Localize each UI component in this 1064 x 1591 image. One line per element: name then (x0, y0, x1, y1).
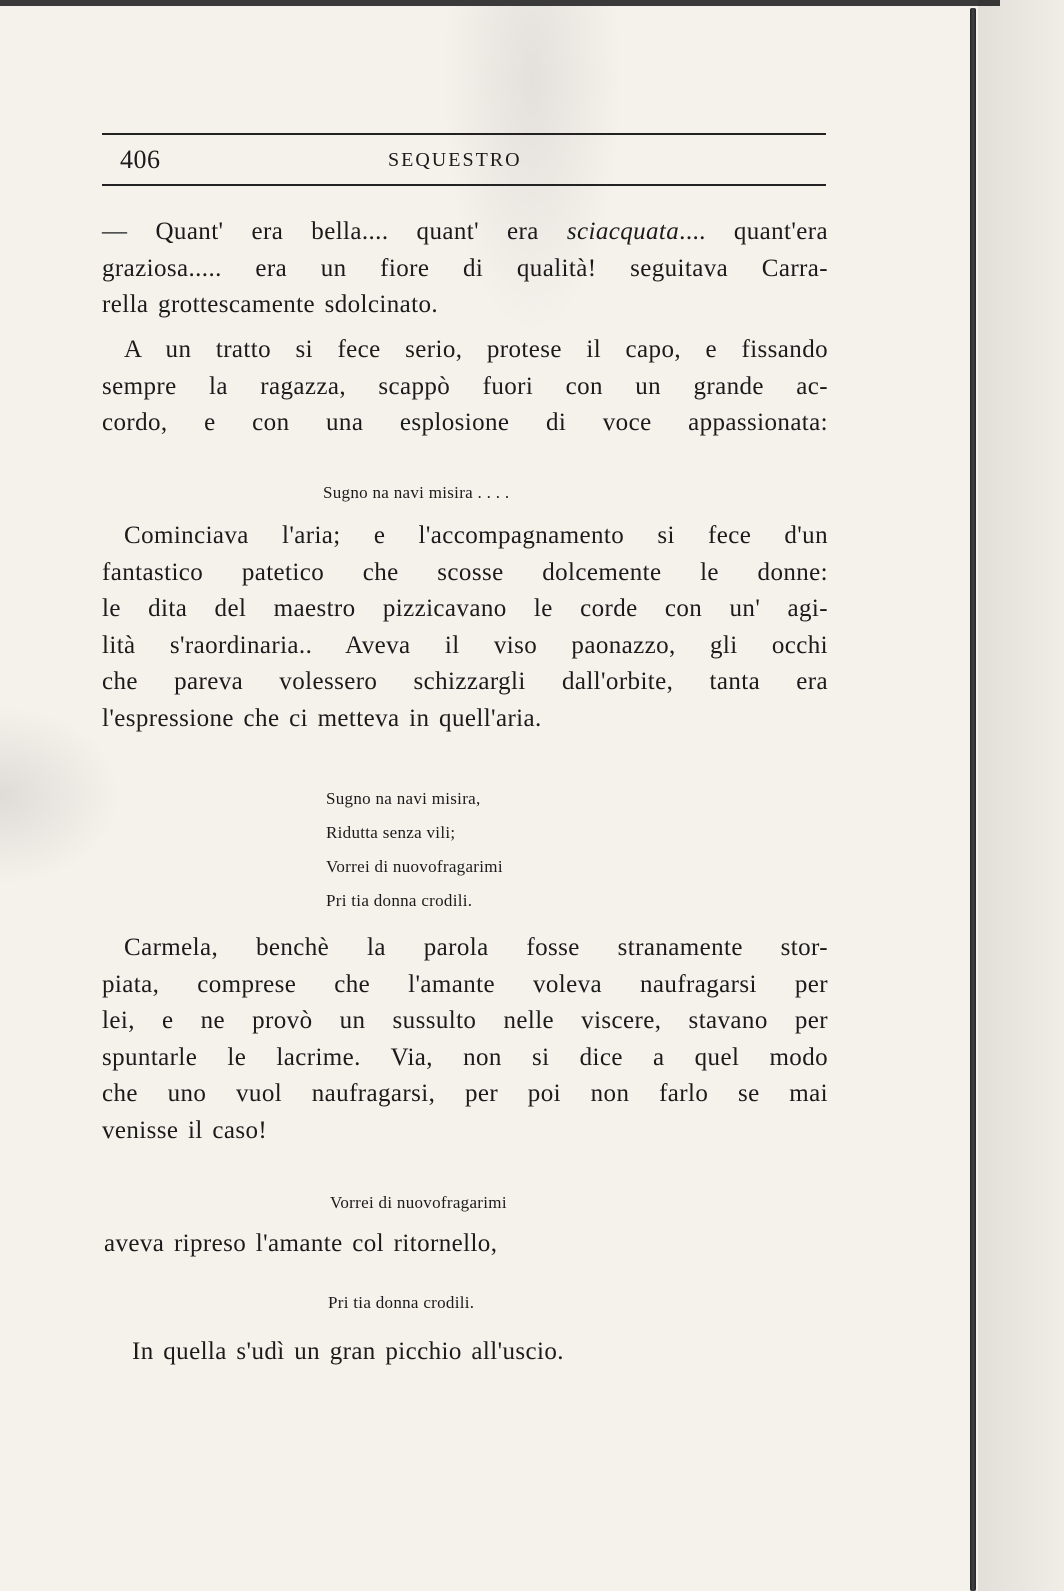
paragraph-2 (102, 332, 828, 442)
paragraph-3 (102, 518, 828, 737)
text-line: A un tratto si fece serio, protese il capo, e fissando (124, 336, 828, 363)
text-line: cordo, e con una esplosione di voce appassionata: (102, 409, 828, 436)
text-line: aveva ripreso l'amante col ritornello, (104, 1230, 498, 1257)
running-head: SEQUESTRO (388, 149, 522, 171)
text-line: Carmela, benchè la parola fosse stranamente stor- (124, 934, 828, 961)
verse-line: Sugno na navi misira, (326, 789, 481, 808)
text-line: l'espressione che ci metteva in quell'aria. (102, 704, 542, 732)
verse-line: Vorrei di nuovofragarimi (330, 1193, 507, 1212)
paragraph-1 (102, 214, 828, 324)
paragraph-5 (102, 1226, 828, 1263)
text-line: che pareva volessero schizzargli dall'orbite, tanta era (102, 668, 828, 695)
text-line: graziosa..... era un fiore di qualità! seguitava Carra- (102, 254, 828, 282)
text-line: le dita del maestro pizzicavano le corde con un' agi- (102, 595, 828, 622)
italic-word: sciacquata (566, 218, 680, 245)
verse-line: Pri tia donna crodili. (328, 1293, 475, 1312)
binding-shadow (978, 0, 1064, 1591)
text-line: lità s'raordinaria.. Aveva il viso paonazzo, gli occhi (102, 631, 828, 659)
verse-line: Pri tia donna crodili. (326, 891, 473, 910)
text-line: Cominciava l'aria; e l'accompagnamento si fece d'un (124, 522, 828, 549)
text-span: .... quant'era (679, 218, 828, 245)
verse-1 (323, 476, 509, 510)
text-span: — Quant' era bella.... quant' era (102, 218, 567, 245)
text-line: rella grottescamente sdolcinato. (102, 291, 439, 318)
verse-line: Sugno na navi misira . . . . (323, 483, 510, 502)
text-line (102, 214, 828, 251)
paragraph-4 (102, 930, 828, 1149)
header-rule-bottom (102, 184, 826, 186)
paragraph-6 (102, 1334, 828, 1371)
text-line: piata, comprese che l'amante voleva naufragarsi per (102, 970, 828, 998)
verse-3 (330, 1186, 507, 1220)
page-number: 406 (120, 145, 161, 174)
book-spine (970, 8, 976, 1591)
text-line: sempre la ragazza, scappò fuori con un grande ac- (102, 372, 828, 400)
text-line: spuntarle le lacrime. Via, non si dice a quel modo (102, 1043, 828, 1071)
text-line: In quella s'udì un gran picchio all'uscio. (132, 1338, 564, 1365)
verse-2 (326, 782, 503, 918)
text-line: fantastico patetico che scosse dolcemente le donne: (102, 558, 828, 586)
text-line: lei, e ne provò un sussulto nelle viscere, stavano per (102, 1007, 828, 1034)
verse-line: Ridutta senza vili; (326, 823, 456, 842)
verse-line: Vorrei di nuovofragarimi (326, 857, 503, 876)
text-line: venisse il caso! (102, 1116, 268, 1144)
page-top-edge (0, 0, 1000, 6)
header-rule-top (102, 133, 826, 135)
text-line: che uno vuol naufragarsi, per poi non farlo se mai (102, 1080, 828, 1107)
verse-4 (328, 1286, 474, 1320)
